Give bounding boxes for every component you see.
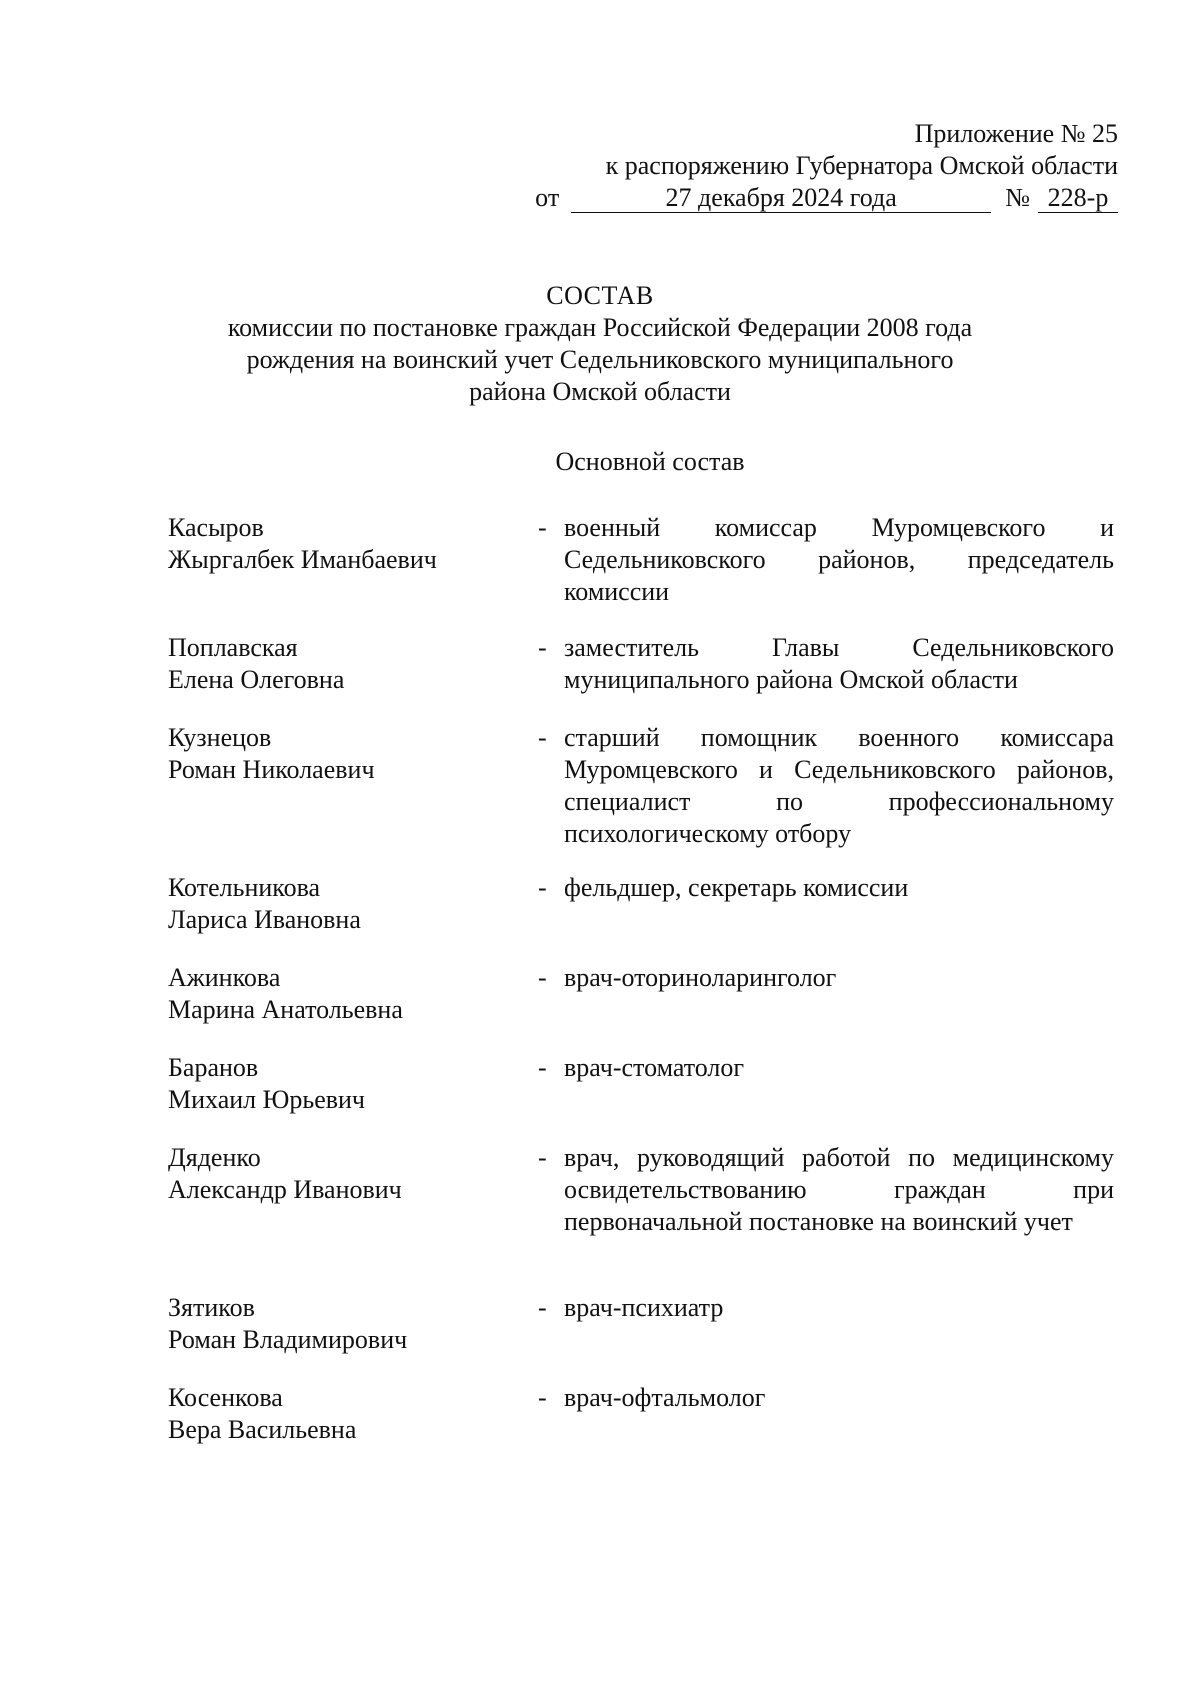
member-name — [168, 1052, 538, 1116]
member-dash: - — [538, 513, 547, 542]
member-role: врач-офтальмолог — [564, 1383, 766, 1412]
order-date-line — [498, 182, 1118, 214]
member-role: фельдшер, секретарь комиссии — [564, 873, 909, 902]
member-row — [168, 872, 1118, 936]
member-name — [168, 1382, 538, 1446]
member-name — [168, 1142, 538, 1238]
member-role: старший помощник военного комиссара Муромцевского и Седельниковского районов, специалист по профессиональному психологическому отбору — [564, 723, 1114, 848]
member-dash: - — [538, 723, 547, 752]
member-given-names: Роман Николаевич — [168, 755, 375, 784]
member-name — [168, 1292, 538, 1356]
number-label: № — [1005, 183, 1030, 212]
member-row — [168, 1382, 1118, 1446]
member-given-names: Елена Олеговна — [168, 665, 345, 694]
member-row — [168, 1052, 1118, 1116]
member-surname: Кузнецов — [168, 723, 272, 752]
member-surname: Поплавская — [168, 633, 298, 662]
member-dash: - — [538, 963, 547, 992]
member-dash: - — [538, 1293, 547, 1322]
member-dash: - — [538, 633, 547, 662]
member-name — [168, 722, 538, 850]
member-row — [168, 1142, 1118, 1238]
member-surname: Косенкова — [168, 1383, 283, 1412]
member-name — [168, 962, 538, 1026]
member-given-names: Вера Васильевна — [168, 1415, 357, 1444]
member-dash: - — [538, 873, 547, 902]
member-role: заместитель Главы Седельниковского муниципального района Омской области — [564, 633, 1114, 694]
member-row — [168, 722, 1118, 850]
member-dash: - — [538, 1143, 547, 1172]
title-line-2: рождения на воинский учет Седельниковского муниципального — [246, 345, 954, 374]
member-surname: Баранов — [168, 1053, 259, 1082]
member-given-names: Лариса Ивановна — [168, 905, 361, 934]
member-surname: Зятиков — [168, 1293, 255, 1322]
member-role: врач-психиатр — [564, 1293, 724, 1322]
document-title — [150, 280, 1050, 408]
member-given-names: Михаил Юрьевич — [168, 1085, 366, 1114]
member-row — [168, 632, 1118, 696]
member-role: врач-стоматолог — [564, 1053, 745, 1082]
member-surname: Касыров — [168, 513, 264, 542]
member-given-names: Александр Иванович — [168, 1175, 402, 1204]
member-given-names: Марина Анатольевна — [168, 995, 403, 1024]
member-role: врач, руководящий работой по медицинскому освидетельствованию граждан при первоначальной постановке на воинский учет — [564, 1143, 1114, 1236]
member-row — [168, 1292, 1118, 1356]
member-surname: Дяденко — [168, 1143, 261, 1172]
title-main: СОСТАВ — [546, 281, 654, 310]
member-role: военный комиссар Муромцевского и Седельниковского районов, председатель комиссии — [564, 513, 1114, 606]
order-number: 228-р — [1038, 184, 1118, 213]
appendix-header — [498, 118, 1118, 214]
appendix-reference: к распоряжению Губернатора Омской области — [605, 151, 1118, 180]
member-surname: Котельникова — [168, 873, 321, 902]
member-row — [168, 512, 1118, 608]
member-name — [168, 632, 538, 696]
title-line-3: района Омской области — [469, 377, 731, 406]
member-row — [168, 962, 1118, 1026]
appendix-number: Приложение № 25 — [914, 119, 1118, 148]
section-title: Основной состав — [555, 447, 745, 476]
member-dash: - — [538, 1383, 547, 1412]
member-name — [168, 512, 538, 608]
order-date: 27 декабря 2024 года — [571, 184, 991, 213]
title-line-1: комиссии по постановке граждан Российской Федерации 2008 года — [227, 313, 973, 342]
member-role: врач-оториноларинголог — [564, 963, 837, 992]
member-given-names: Роман Владимирович — [168, 1325, 408, 1354]
member-surname: Ажинкова — [168, 963, 281, 992]
member-dash: - — [538, 1053, 547, 1082]
member-name — [168, 872, 538, 936]
from-label: от — [535, 183, 560, 212]
member-given-names: Жыргалбек Иманбаевич — [168, 545, 437, 574]
